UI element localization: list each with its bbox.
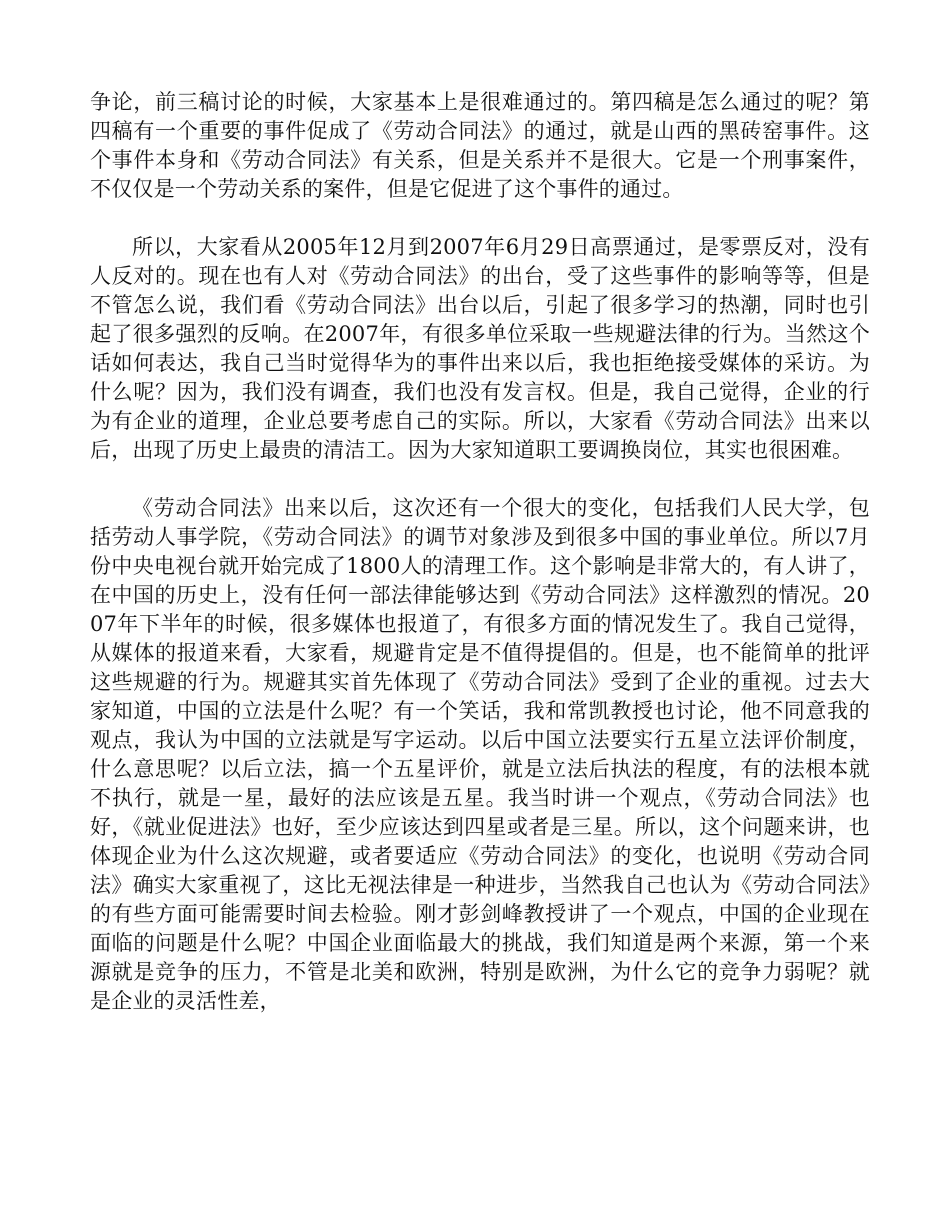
paragraph-2: 所以，大家看从2005年12月到2007年6月29日高票通过，是零票反对，没有人反对的。现在也有人对《劳动合同法》的出台，受了这些事件的影响等等，但是不管怎么说，我们看《劳动合同法》出台以后，引起了很多学习的热潮，同时也引起了很多强烈的反响。在2007年，有很多单位采取一些规避法律的行为。当然这个话如何表达，我自己当时觉得华为的事件出来以后，我也拒绝接受媒体的采访。为什么呢？因为，我们没有调查，我们也没有发言权。但是，我自己觉得，企业的行为有企业的道理，企业总要考虑自己的实际。所以，大家看《劳动合同法》出来以后，出现了历史上最贵的清洁工。因为大家知道职工要调换岗位，其实也很困难。 [90, 235, 870, 462]
paragraph-3: 《劳动合同法》出来以后，这次还有一个很大的变化，包括我们人民大学，包括劳动人事学院，《劳动合同法》的调节对象涉及到很多中国的事业单位。所以7月份中央电视台就开始完成了1800人的清理工作。这个影响是非常大的，有人讲了，在中国的历史上，没有任何一部法律能够达到《劳动合同法》这样激烈的情况。2007年下半年的时候，很多媒体也报道了，有很多方面的情况发生了。我自己觉得，从媒体的报道来看，大家看，规避肯定是不值得提倡的。但是，也不能简单的批评这些规避的行为。规避其实首先体现了《劳动合同法》受到了企业的重视。过去大家知道，中国的立法是什么呢？有一个笑话，我和常凯教授也讨论，他不同意我的观点，我认为中国的立法就是写字运动。以后中国立法要实行五星立法评价制度，什么意思呢？以后立法，搞一个五星评价，就是立法后执法的程度，有的法根本就不执行，就是一星，最好的法应该是五星。我当时讲一个观点，《劳动合同法》也好，《就业促进法》也好，至少应该达到四星或者是三星。所以，这个问题来讲，也体现企业为什么这次规避，或者要适应《劳动合同法》的变化，也说明《劳动合同法》确实大家重视了，这比无视法律是一种进步，当然我自己也认为《劳动合同法》的有些方面可能需要时间去检验。刚才彭剑峰教授讲了一个观点，中国的企业现在面临的问题是什么呢？中国企业面临最大的挑战，我们知道是两个来源，第一个来源就是竞争的压力，不管是北美和欧洲，特别是欧洲，为什么它的竞争力弱呢？就是企业的灵活性差， [90, 496, 870, 1013]
paragraph-1: 争论，前三稿讨论的时候，大家基本上是很难通过的。第四稿是怎么通过的呢？第四稿有一个重要的事件促成了《劳动合同法》的通过，就是山西的黑砖窑事件。这个事件本身和《劳动合同法》有关系，但是关系并不是很大。它是一个刑事案件，不仅仅是一个劳动关系的案件，但是它促进了这个事件的通过。 [90, 90, 870, 201]
document-page [90, 88, 870, 1045]
